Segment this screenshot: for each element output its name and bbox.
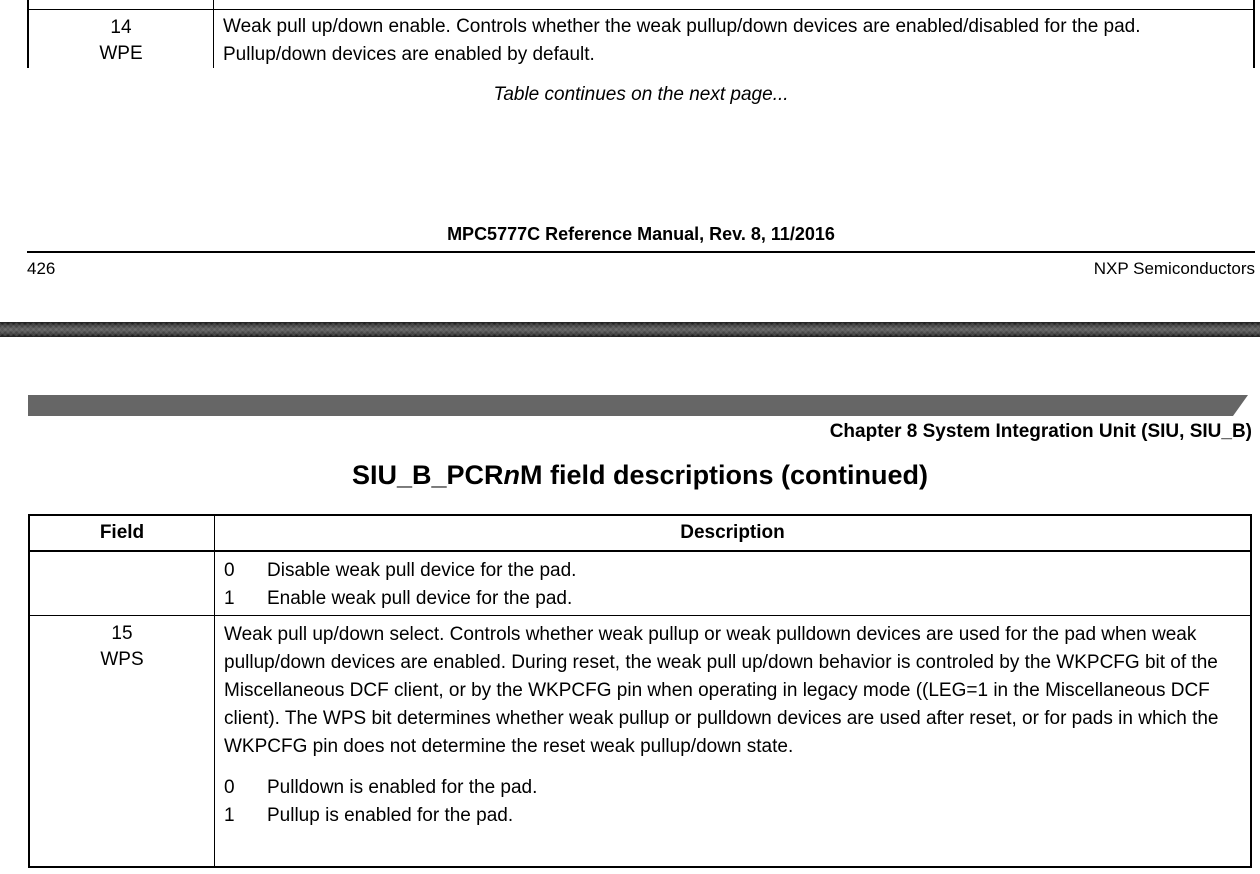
- value-text: Pullup is enabled for the pad.: [267, 805, 514, 826]
- field-cell: [30, 616, 215, 866]
- value-definition: [224, 774, 1240, 802]
- field-name: WPS: [100, 649, 144, 670]
- value-bit: 0: [224, 777, 235, 798]
- table-title-suffix: M field descriptions (continued): [520, 460, 929, 490]
- field-description-text: Weak pull up/down select. Controls whether weak pullup or weak pulldown devices are used for the pad when weak pullup/down devices are enabled. During reset, the weak pull up/down behavior is controled by the WKPCFG bit of the Miscellaneous DCF client, or by the WKPCFG pin when operating in legacy mode ((LEG=1 in the Miscellaneous DCF client). The WPS bit determines whether weak pullup or pulldown devices are used after reset, or for pads in which the WKPCFG pin does not determine the reset weak pullup/down state.: [224, 624, 1219, 757]
- description-cell: [214, 10, 1253, 68]
- value-definition: [224, 585, 1240, 613]
- table-title-register-var: n: [503, 460, 521, 490]
- field-bit-number: 14: [110, 17, 132, 38]
- footer-publisher: NXP Semiconductors: [1093, 259, 1255, 278]
- footer-rule: [27, 251, 1255, 253]
- footer-page-number: 426: [27, 259, 56, 278]
- chapter-heading: Chapter 8 System Integration Unit (SIU, SIU_B): [829, 421, 1252, 442]
- chapter-banner-bar: [28, 395, 1248, 416]
- field-name: WPE: [99, 43, 143, 64]
- page-separator-band: [0, 322, 1260, 337]
- table-row-wps: [30, 616, 1250, 866]
- table-row-partial: [29, 0, 1253, 10]
- table-continuation-note: Table continues on the next page...: [493, 84, 789, 105]
- field-cell: [30, 552, 215, 615]
- table-header-row: [30, 516, 1250, 552]
- field-cell: [29, 0, 214, 9]
- value-text: Enable weak pull device for the pad.: [267, 588, 573, 609]
- value-text: Disable weak pull device for the pad.: [267, 560, 577, 581]
- table-title: [28, 460, 1252, 491]
- value-definition: [224, 802, 1240, 830]
- table-row-wpe-values: [30, 552, 1250, 616]
- value-bit: 1: [224, 805, 235, 826]
- field-cell: [29, 10, 214, 68]
- table-title-prefix: SIU_B_PCR: [351, 460, 504, 490]
- column-header-description: Description: [680, 522, 785, 543]
- value-definition: [224, 557, 1240, 585]
- description-cell: [215, 616, 1250, 866]
- value-bit: 0: [224, 560, 235, 581]
- field-descriptions-table: [28, 514, 1252, 868]
- table-row-wpe: [29, 10, 1253, 68]
- field-description-text: Weak pull up/down enable. Controls whether the weak pullup/down devices are enabled/disabled for the pad. Pullup/down devices are enabled by default.: [223, 16, 1141, 65]
- spacer: [224, 761, 1240, 774]
- field-bit-number: 15: [111, 623, 133, 644]
- column-header-field: Field: [30, 516, 215, 550]
- description-cell: [215, 552, 1250, 615]
- footer-manual-title: MPC5777C Reference Manual, Rev. 8, 11/2016: [447, 224, 835, 244]
- description-cell: [214, 0, 1253, 9]
- field-descriptions-table-fragment: [27, 0, 1255, 68]
- value-text: Pulldown is enabled for the pad.: [267, 777, 538, 798]
- value-bit: 1: [224, 588, 235, 609]
